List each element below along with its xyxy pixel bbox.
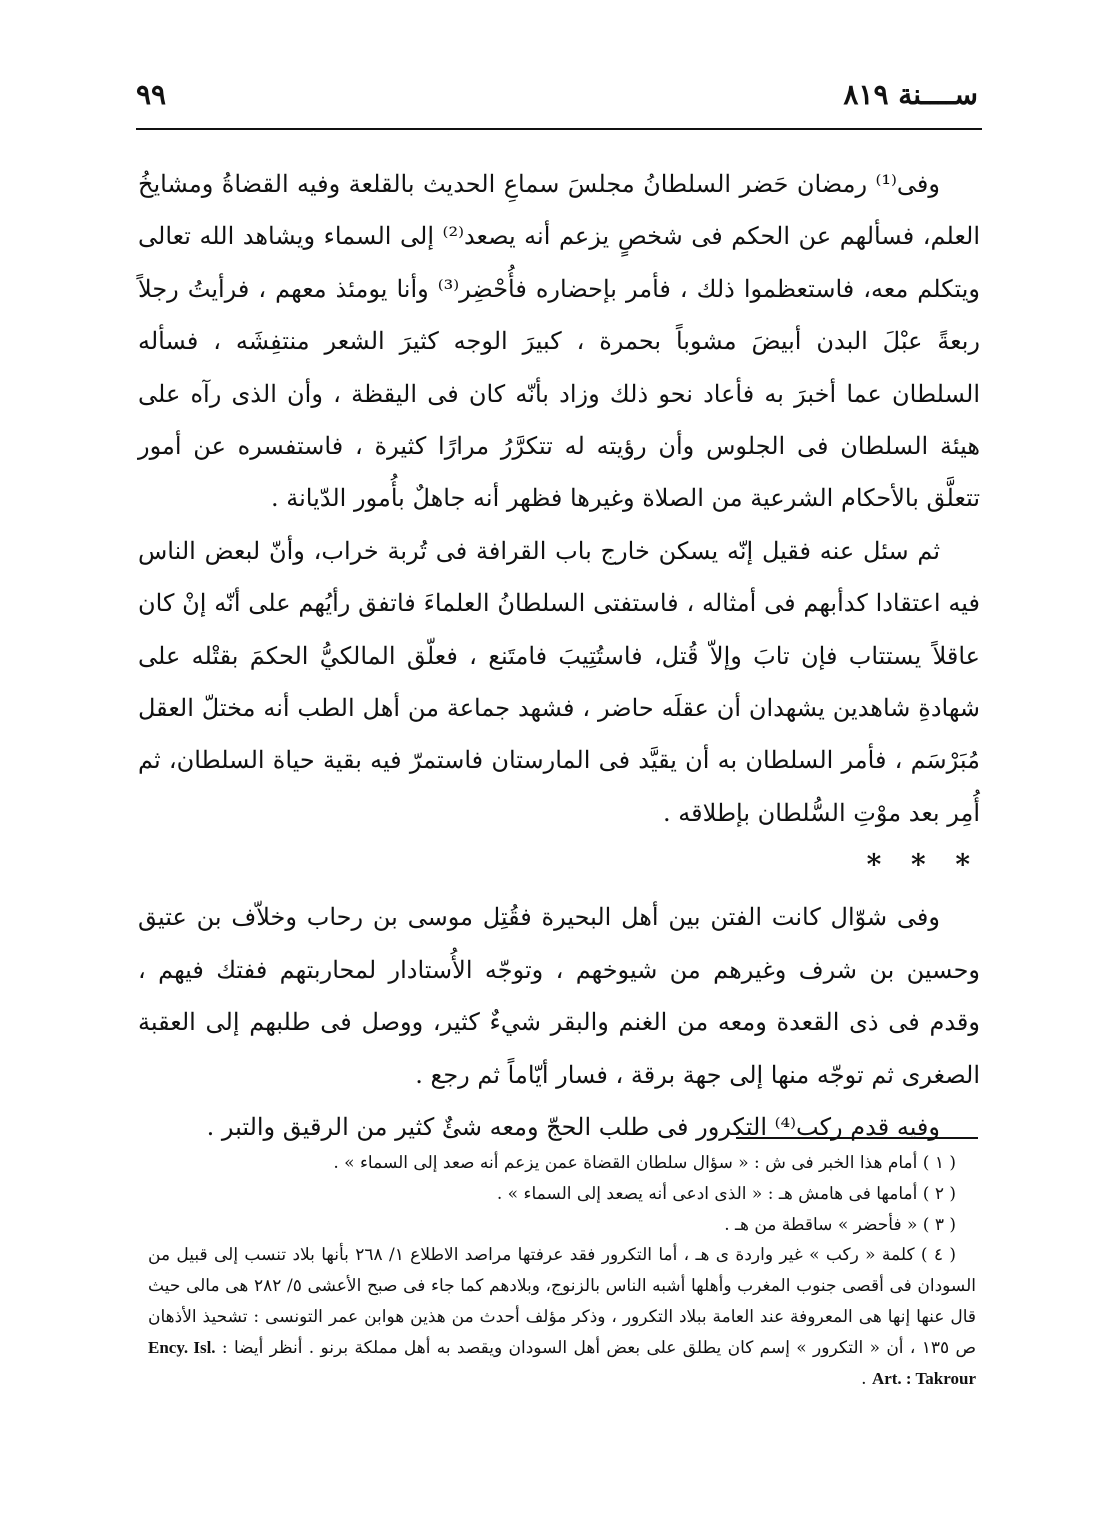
page-header	[136, 78, 978, 122]
footnote-4-text: ( ٤ ) كلمة « ركب » غير واردة ى هـ ، أما التكرور فقد عرفتها مراصد الاطلاع ١/ ٢٦٨ بأنها بلاد تنسب إلى قبيل من السودان فى أقصى جنوب المغرب وأهلها أشبه الناس بالزنوج، وبلادهم كما جاء فى صبح الأعشى ٥/ ٢٨٢ هى مالى حيث قال عنها إنها هى المعروفة عند العامة ببلاد التكرور ، وذكر مؤلف أحدث من هذين هوابن عمر التونسى : تشحيذ الأذهان ص ١٣٥ ، أن « التكرور » إسم كان يطلق على بعض أهل السودان ويقصد به أهل مملكة برنو . أنظر أيضا :	[148, 1245, 977, 1358]
paragraph-3: وفى شوّال كانت الفتن بين أهل البحيرة فقُتِل موسى بن رحاب وخلاّف بن عتيق وحسين بن شرف وغيرهم من شيوخهم ، وتوجّه الأُستادار لمحاربتهم ففتك فيهم ، وقدم فى ذى القعدة ومعه من الغنم والبقر شيءٌ كثير، ووصل فى طلبهم إلى العقبة الصغرى ثم توجّه منها إلى جهة برقة ، فسار أيّاماً ثم رجع .	[138, 903, 980, 1089]
paragraph-4: وفيه قدم ركب⁽⁴⁾ التكرور فى طلب الحجّ ومعه شئٌ كثير من الرقيق والتبر .	[206, 1112, 940, 1141]
footnote-4-end: .	[861, 1368, 867, 1389]
footnote-3: ( ٣ ) « فأحضر » ساقطة من هـ .	[724, 1214, 956, 1235]
footnote-1: ( ١ ) أمام هذا الخبر فى ش : « سؤال سلطان القضاة عمن يزعم أنه صعد إلى السماء » .	[333, 1153, 956, 1173]
footnote-2: ( ٢ ) أمامها فى هامش هـ : « الذى ادعى أنه يصعد إلى السماء » .	[496, 1183, 956, 1204]
section-separator: * * *	[866, 848, 980, 882]
footnote-4	[148, 1240, 976, 1394]
paragraph-2: ثم سئل عنه فقيل إنّه يسكن خارج باب القرافة فى تُربة خراب، وأنّ لبعض الناس فيه اعتقادا كدأبهم فى أمثاله ، فاستفتى السلطانُ العلماءَ فاتفق رأيُهم على أنّه إنْ كان عاقلاً يستتاب فإن تابَ وإلاّ قُتل، فاستُتِيبَ فامتَنع ، فعلّق المالكيُّ الحكمَ بقتْله على شهادةِ شاهدين يشهدان أن عقلَه حاضر ، فشهد جماعة من أهل الطب أنه مختلّ العقل مُبَرْسَم ، فأمر السلطان به أن يقيَّد فى المارستان فاستمرّ فيه بقية حياة السلطان، ثم أُمِر بعد موْتِ السُّلطان بإطلاقه .	[138, 536, 980, 827]
main-text	[138, 158, 980, 1153]
paragraph-1: وفى⁽¹⁾ رمضان حَضر السلطانُ مجلسَ سماعِ الحديث بالقلعة وفيه القضاةُ ومشايخُ العلم، فسألهم عن الحكم فى شخصٍ يزعم أنه يصعد⁽²⁾ إلى السماء ويشاهد الله تعالى ويتكلم معه، فاستعظموا ذلك ، فأمر بإحضاره فأُحْضِر⁽³⁾ وأنا يومئذ معهم ، فرأيتُ رجلاً ربعةً عبْلَ البدن أبيضَ مشوباً بحمرة ، كبيرَ الوجه كثيرَ الشعر منتفِشَه ، فسأله السلطان عما أخبرَ به فأعاد نحو ذلك وزاد بأنّه كان فى اليقظة ، وأن الذى رآه على هيئة السلطان فى الجلوس وأن رؤيته له تتكرَّرُ مرارًا كثيرة ، فاستفسره عن أمور تتعلَّق بالأحكام الشرعية من الصلاة وغيرها فظهر أنه جاهلٌ بأُمور الدّيانة .	[138, 170, 981, 513]
footnote-divider	[736, 1137, 978, 1139]
page-number: ٩٩	[136, 78, 167, 111]
footnotes	[148, 1148, 976, 1394]
running-title: ســــنة ٨١٩	[843, 78, 978, 111]
header-divider	[136, 128, 982, 130]
footnote-4-reference: Ency. Isl. Art. : Takrour	[148, 1337, 976, 1388]
